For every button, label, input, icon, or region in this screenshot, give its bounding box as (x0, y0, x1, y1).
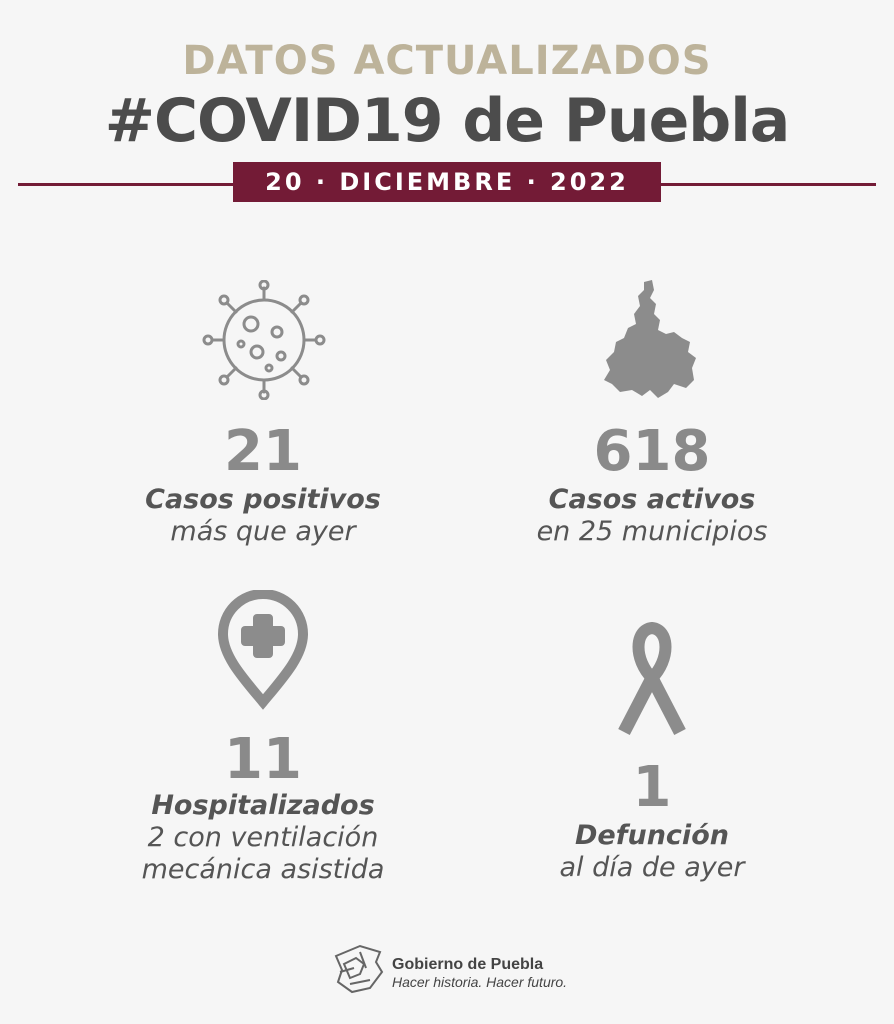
defunciones-number: 1 (632, 755, 672, 820)
hospitalizados-title: Hospitalizados (151, 790, 375, 821)
footer-text (392, 956, 567, 990)
defunciones-title: Defunción (575, 820, 729, 851)
defunciones-subtitle: al día de ayer (559, 852, 745, 883)
activos-number: 618 (593, 419, 711, 484)
hospitalizados-number: 11 (224, 727, 302, 792)
ribbon-icon (612, 620, 692, 740)
date-text: 20 · DICIEMBRE · 2022 (265, 168, 629, 196)
activos-title: Casos activos (548, 484, 756, 515)
hospitalizados-line2: 2 con ventilación (147, 822, 379, 853)
activos-subtitle: en 25 municipios (536, 516, 768, 547)
positivos-subtitle: más que ayer (170, 516, 356, 547)
virus-icon (199, 280, 329, 400)
hospitalizados-label (113, 790, 413, 886)
defunciones-label (502, 820, 802, 884)
stat-positivos (113, 280, 413, 560)
puebla-map-icon (602, 280, 702, 400)
hospital-pin-icon (213, 590, 313, 710)
stat-defunciones (502, 620, 802, 890)
positivos-label (113, 484, 413, 548)
footer-name: Gobierno de Puebla (392, 956, 544, 973)
stat-hospitalizados (113, 590, 413, 890)
header-subtitle: DATOS ACTUALIZADOS (182, 38, 712, 84)
activos-label (502, 484, 802, 548)
hospitalizados-line3: mecánica asistida (141, 854, 385, 885)
positivos-title: Casos positivos (145, 484, 381, 515)
puebla-logo-icon (330, 942, 386, 996)
header-title: #COVID19 de Puebla (104, 86, 790, 156)
date-banner (233, 162, 661, 202)
stat-activos (502, 280, 802, 560)
positivos-number: 21 (224, 419, 302, 484)
footer-slogan: Hacer historia. Hacer futuro. (392, 974, 568, 990)
footer (0, 938, 894, 998)
